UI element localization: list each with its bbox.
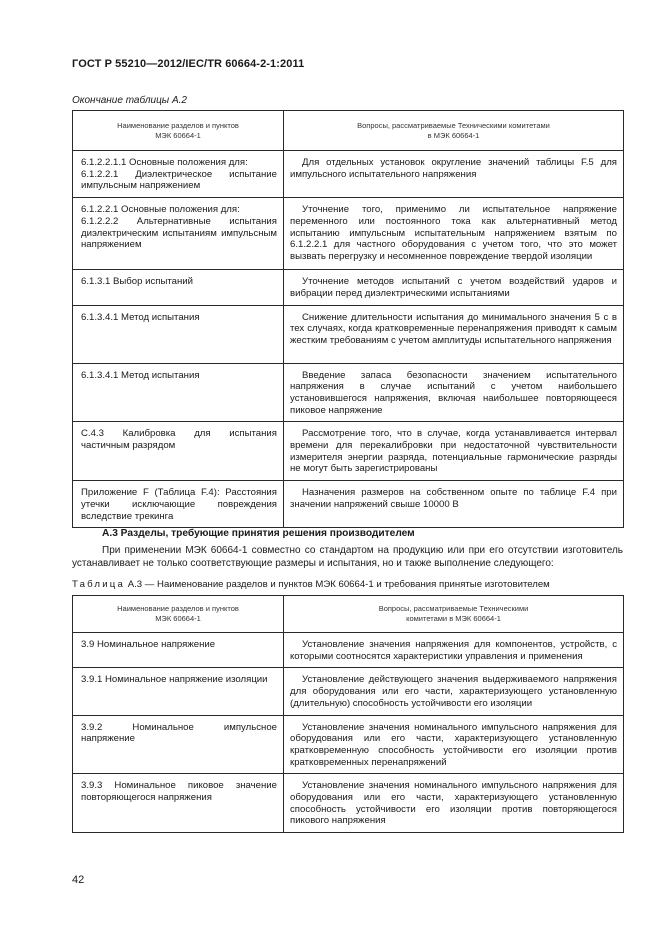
table-a3-col1-header: Наименование разделов и пунктов МЭК 60664-1 (73, 596, 284, 633)
questions-cell: Уточнение методов испытаний с учетом воздействий ударов и вибрации перед диэлектрическими испытаниями (284, 270, 624, 305)
questions-cell: Для отдельных установок округление значений таблицы F.5 для импульсного испытательного напряжения (284, 151, 624, 198)
questions-cell: Уточнение того, применимо ли испытательное напряжение переменного или постоянного тока как альтернативный метод испытанию импульсным испытательным напряжением взятым по 6.1.2.2.1 для частного оборудования с учетом того, что это может вызвать перегрузку и несомненное повреждение твердой изоляции (284, 198, 624, 270)
questions-cell: Рассмотрение того, что в случае, когда устанавливается интервал времени для перекалибровки при недостаточной чувствительности измерителя энергии разряда, потенциальные гармонические разряды не могут быть зарегистрированы (284, 422, 624, 481)
section-cell: 6.1.2.2.1.1 Основные положения для: 6.1.2.2.1 Диэлектрическое испытание импульсным напряжением (73, 151, 284, 198)
questions-cell: Установление действующего значения выдерживаемого напряжения для оборудования или его части, характеризующего установленную (длительную) способность устойчивости его изоляции (284, 668, 624, 715)
section-cell: 3.9.1 Номинальное напряжение изоляции (73, 668, 284, 715)
table-row (73, 715, 624, 774)
section-a3-title: А.3 Разделы, требующие принятия решения производителем (102, 528, 415, 539)
section-a3-paragraph: При применении МЭК 60664-1 совместно со стандартом на продукцию или при его отсутствии изготовитель устанавливает не только соответствующие размеры и испытания, но и также выполнение следующего: (72, 545, 623, 569)
section-cell: Приложение F (Таблица F.4): Расстояния утечки исключающие повреждения вследствие трекинга (73, 481, 284, 528)
section-cell: С.4.3 Калибровка для испытания частичным разрядом (73, 422, 284, 481)
section-cell: 6.1.3.1 Выбор испытаний (73, 270, 284, 305)
table-row (73, 633, 624, 668)
table-a2-col2-header: Вопросы, рассматриваемые Техническими комитетами в МЭК 60664-1 (284, 111, 624, 151)
page-number: 42 (72, 874, 85, 886)
table-a3-caption: Таблица А.3 — Наименование разделов и пунктов МЭК 60664-1 и требования принятые изготовителем (72, 579, 550, 590)
table-a3-col2-header: Вопросы, рассматриваемые Техническими комитетами в МЭК 60664-1 (284, 596, 624, 633)
questions-cell: Установление значения номинального импульсного напряжения для оборудования или его части, характеризующего установленную кратковременную способность устойчивости его изоляции против кратковременных перенапряжений (284, 715, 624, 774)
questions-cell: Назначения размеров на собственном опыте по таблице F.4 при значении напряжений свыше 10000 В (284, 481, 624, 528)
questions-cell: Снижение длительности испытания до минимального значения 5 с в тех случаях, когда кратковременные перенапряжения приводят к самым жестким требованиям с учетом амплитуды испытательного напряжения (284, 305, 624, 363)
document-number: ГОСТ Р 55210—2012/IEC/TR 60664-2-1:2011 (72, 58, 305, 70)
table-row (73, 270, 624, 305)
table-a3 (72, 595, 624, 833)
table-row (73, 774, 624, 833)
table-continuation-label: Окончание таблицы А.2 (72, 95, 187, 106)
section-cell: 6.1.3.4.1 Метод испытания (73, 363, 284, 422)
table-row (73, 198, 624, 270)
table-a2-col1-header: Наименование разделов и пунктов МЭК 60664-1 (73, 111, 284, 151)
section-cell: 6.1.2.2.1 Основные положения для: 6.1.2.2.2 Альтернативные испытания диэлектрическим испытаниям импульсным напряжением (73, 198, 284, 270)
section-cell: 3.9.3 Номинальное пиковое значение повторяющегося напряжения (73, 774, 284, 833)
table-row (73, 363, 624, 422)
questions-cell: Установление значения номинального импульсного напряжения для оборудования или его части, характеризующего установленную способность устойчивости его изоляции против повторяющегося пикового напряжения (284, 774, 624, 833)
table-row (73, 668, 624, 715)
questions-cell: Введение запаса безопасности значением испытательного напряжения в случае испытаний с учетом наибольшего установившегося напряжения, включая наибольшее повторяющееся пиковое напряжение (284, 363, 624, 422)
table-a2 (72, 110, 624, 528)
questions-cell: Установление значения напряжения для компонентов, устройств, с которыми соотносятся характеристики управления и применения (284, 633, 624, 668)
section-cell: 6.1.3.4.1 Метод испытания (73, 305, 284, 363)
section-cell: 3.9.2 Номинальное импульсное напряжение (73, 715, 284, 774)
table-row (73, 305, 624, 363)
table-row (73, 481, 624, 528)
section-cell: 3.9 Номинальное напряжение (73, 633, 284, 668)
table-row (73, 151, 624, 198)
table-row (73, 422, 624, 481)
